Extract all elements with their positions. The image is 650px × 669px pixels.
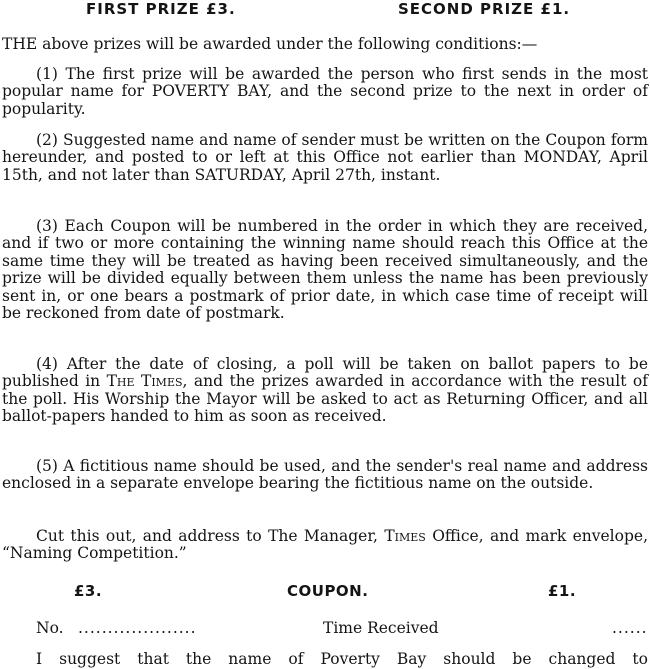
coupon-number-row [0, 619, 650, 639]
condition-1-text: (1) The first prize will be awarded the person who first sends in the most popular name for POVERTY BAY, and the second prize to the next in order of popularity. [2, 65, 648, 118]
suggestion-line: I suggest that the name of Poverty Bay should be changed to [36, 650, 648, 668]
condition-5-text: (5) A fictitious name should be used, and the sender's real name and address enclosed in a separate envelope bearing the fictitious name on the outside. [2, 457, 648, 493]
second-prize-heading: SECOND PRIZE £1. [398, 0, 571, 18]
cut-out-instructions [2, 528, 648, 563]
condition-5 [2, 458, 648, 493]
condition-2-text: (2) Suggested name and name of sender must be written on the Coupon form hereunder, and posted to or left at this Office not earlier than MONDAY, April 15th, and not later than SATURDAY, April 27th, instant. [2, 131, 648, 184]
condition-4 [2, 356, 648, 426]
condition-2 [2, 132, 648, 184]
condition-4-text-before: (4) After the date of closing, a poll will be taken on ballot papers to be published in [2, 355, 648, 391]
cut-text-before: Cut this out, and address to The Manager, [36, 527, 385, 545]
coupon-amount-left: £3. [74, 582, 103, 600]
condition-3-text: (3) Each Coupon will be numbered in the order in which they are received, and if two or more containing the winning name should reach this Office at the same time they will be treated as having been received simultaneously, and the prize will be divided equally between them unless the name has been previously sent in, or one bears a postmark of prior date, in which case time of receipt will be reckoned from date of postmark. [2, 217, 648, 323]
condition-4-text-after: , and the prizes awarded in accordance with the result of the poll. His Worship the Mayor will be asked to act as Returning Officer, and all ballot-papers handed to him as soon as received. [2, 372, 648, 426]
condition-3 [2, 218, 648, 322]
coupon-number-blank: .................... [78, 619, 197, 637]
prize-header [0, 0, 650, 20]
time-received-blank: ...... [612, 619, 648, 637]
condition-1 [2, 66, 648, 118]
newspaper-name-cut: Times [384, 527, 426, 545]
intro-paragraph: THE above prizes will be awarded under the following conditions:— [2, 35, 538, 53]
coupon-amount-right: £1. [548, 582, 577, 600]
cut-text-after: Office, and mark envelope, “Naming Competition.” [2, 527, 648, 563]
first-prize-heading: FIRST PRIZE £3. [86, 0, 236, 18]
time-received-label: Time Received [323, 619, 439, 637]
coupon-number-label: No. [36, 619, 64, 637]
coupon-title: COUPON. [287, 582, 369, 600]
newspaper-name: The Times [106, 372, 183, 391]
coupon-heading-row [0, 582, 650, 602]
